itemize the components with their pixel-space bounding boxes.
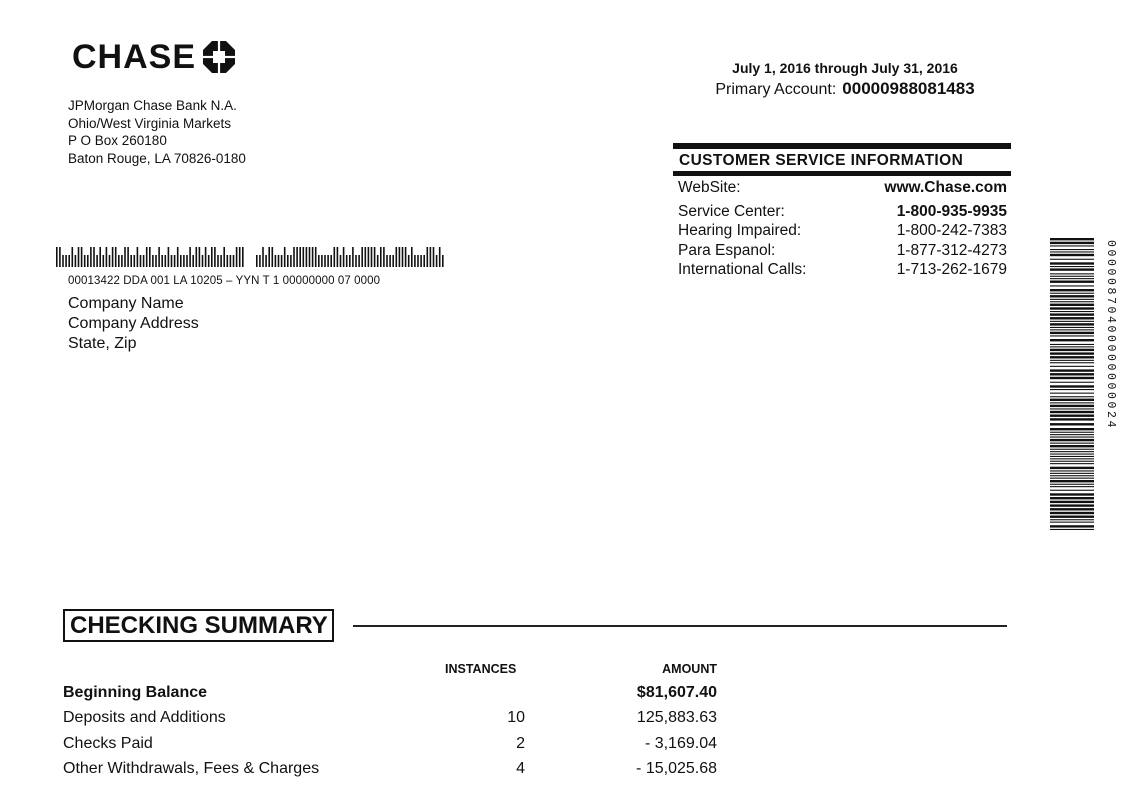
recipient-line: Company Address [68,315,199,332]
cs-label: Hearing Impaired: [678,222,802,240]
customer-service-title: CUSTOMER SERVICE INFORMATION [679,152,964,169]
barcode-bar [1050,385,1094,387]
barcode-bar [196,247,198,267]
barcode-bar [430,247,432,267]
barcode-bar [130,255,132,267]
barcode-bar [68,255,70,267]
barcode-bar [1050,389,1094,390]
barcode-bar [84,255,86,267]
column-header-amount: AMOUNT [662,662,717,676]
cs-phone: 1-877-312-4273 [896,241,1007,259]
barcode-bar [278,255,280,267]
bank-address-line: P O Box 260180 [68,133,167,148]
barcode-bar [1050,497,1094,499]
chase-logo [72,40,236,74]
barcode-bar [265,255,267,267]
barcode-bar [1050,335,1094,336]
mailing-code: 00013422 DDA 001 LA 10205 – YYN T 1 00000000 07 0000 [68,275,381,287]
barcode-bar [1050,304,1094,306]
barcode-bar [365,247,367,267]
barcode-bar [433,247,435,267]
barcode-bar [287,255,289,267]
barcode-bar [1050,278,1094,279]
barcode-bar [439,247,441,267]
barcode-bar [299,247,301,267]
barcode-bar [1050,428,1094,430]
barcode-bar [1050,434,1094,435]
barcode-bar [1050,402,1094,403]
barcode-bar [78,247,80,267]
barcode-bar [1050,443,1094,444]
barcode-bar [290,255,292,267]
barcode-bar [1050,461,1094,462]
barcode-bar [118,255,120,267]
barcode-bar [361,247,363,267]
barcode-bar [1050,512,1094,514]
barcode-bar [146,247,148,267]
cs-phone: 1-713-262-1679 [896,261,1007,279]
barcode-bar [112,247,114,267]
barcode-bar [427,247,429,267]
barcode-bar [199,247,201,267]
barcode-bar [402,247,404,267]
barcode-bar [275,255,277,267]
barcode-bar [358,255,360,267]
column-header-instances: INSTANCES [445,662,517,676]
barcode-bar [399,247,401,267]
barcode-bar [386,255,388,267]
barcode-bar [327,255,329,267]
barcode-bar [405,247,407,267]
barcode-bar [149,247,151,267]
barcode-bar [143,255,145,267]
barcode-bar [315,247,317,267]
barcode-bar [96,255,98,267]
barcode-bar [1050,393,1094,394]
barcode-bar [137,247,139,267]
barcode-bar [223,247,225,267]
barcode-bar [205,247,207,267]
barcode-bar [284,247,286,267]
barcode-bar [127,247,129,267]
chase-octagon-icon [202,40,236,74]
barcode-bar [134,255,136,267]
barcode-bar [1050,525,1094,527]
barcode-bar [1050,349,1094,351]
summary-label: Beginning Balance [63,684,208,701]
barcode-bar [1050,415,1094,417]
barcode-bar [109,255,111,267]
barcode-bar [158,247,160,267]
barcode-bar [1050,262,1094,264]
customer-service-box [673,143,1011,280]
barcode-bar [396,247,398,267]
recipient-line: Company Name [68,295,184,312]
barcode-bar [414,255,416,267]
barcode-bar [1050,339,1094,341]
barcode-bar [1050,516,1094,518]
barcode-bar [1050,281,1094,283]
barcode-bar [1050,346,1094,347]
barcode-bar [1050,451,1094,452]
barcode-bar [1050,293,1094,294]
checking-summary-title: CHECKING SUMMARY [63,609,334,642]
barcode-bar [230,255,232,267]
barcode-bar [1050,377,1094,379]
barcode-bar [334,247,336,267]
barcode-bar [1050,299,1094,300]
barcode-bar [93,247,95,267]
barcode-bar [1050,245,1094,246]
barcode-bar [1050,439,1094,441]
cs-label: Para Espanol: [678,241,776,259]
barcode-bar [1050,418,1094,420]
barcode-bar [208,255,210,267]
cs-row-service-center [673,202,1011,222]
barcode-bar [1050,259,1094,260]
barcode-bar [1050,276,1094,277]
barcode-bar [268,247,270,267]
barcode-bar [121,255,123,267]
barcode-bar [1050,242,1094,244]
barcode-bar [296,247,298,267]
barcode-bar [99,247,101,267]
cs-label: International Calls: [678,261,807,279]
barcode-bar [1050,266,1094,267]
barcode-bar [1050,463,1094,464]
bank-address-line: JPMorgan Chase Bank N.A. [68,98,237,113]
cs-label: Service Center: [678,202,785,220]
barcode-bar [155,255,157,267]
barcode-bar [1050,396,1094,397]
barcode-bar [1050,437,1094,438]
barcode-bar [1050,449,1094,450]
barcode-bar [1050,475,1094,476]
cs-row-para-espanol [673,241,1011,261]
barcode-bar [272,247,274,267]
cs-row-hearing-impaired [673,221,1011,241]
website-link[interactable]: www.Chase.com [884,179,1007,196]
summary-row [63,684,717,710]
barcode-bar [1050,432,1094,433]
barcode-bar [256,255,258,267]
barcode-bar [171,255,173,267]
barcode-bar [1050,473,1094,474]
statement-period [690,59,1000,101]
period-range: July 1, 2016 through July 31, 2016 [732,60,958,76]
barcode-bar [1050,382,1094,383]
barcode-bar [180,255,182,267]
summary-row [63,735,717,761]
barcode-bar [124,247,126,267]
summary-amount: 125,883.63 [636,709,717,726]
barcode-bar [377,255,379,267]
barcode-bar [1050,238,1094,240]
barcode-bar [349,255,351,267]
barcode-bar [1050,285,1094,286]
barcode-bar [423,255,425,267]
barcode-bar [262,247,264,267]
barcode-bar [303,247,305,267]
barcode-bar [1050,323,1094,325]
barcode-bar [368,247,370,267]
barcode-bar [340,255,342,267]
barcode-bar [1050,344,1094,345]
barcode-bar [220,255,222,267]
barcode-bar [1050,332,1094,334]
barcode-bar [214,247,216,267]
side-barcode-text: 00000870400000000024 [1104,240,1117,431]
barcode-bar [87,255,89,267]
barcode-bar [1050,301,1094,302]
barcode-bar [103,255,105,267]
barcode-bar [1050,251,1094,252]
barcode-bar [420,255,422,267]
cs-label: WebSite: [678,179,741,196]
barcode-bar [1050,467,1094,469]
barcode-bar [1050,486,1094,487]
barcode-bar [436,255,438,267]
barcode-bar [1050,313,1094,315]
bank-address-line: Baton Rouge, LA 70826-0180 [68,150,246,166]
barcode-bar [62,255,64,267]
primary-account-number: 00000988081483 [842,79,975,98]
barcode-bar [165,255,167,267]
barcode-bar [72,247,74,267]
summary-row [63,709,717,735]
barcode-bar [1050,356,1094,358]
barcode-bar [1050,329,1094,330]
barcode-bar [1050,307,1094,309]
summary-instances: 10 [507,709,525,726]
barcode-bar [65,255,67,267]
barcode-bar [259,255,261,267]
summary-label: Other Withdrawals, Fees & Charges [63,760,320,777]
summary-instances: 2 [516,735,525,752]
logo-wordmark: CHASE [72,38,197,76]
barcode-bar [312,247,314,267]
barcode-bar [1050,423,1094,425]
barcode-bar [1050,504,1094,506]
barcode-bar [330,255,332,267]
barcode-bar [186,255,188,267]
barcode-bar [202,255,204,267]
barcode-bar [1050,405,1094,407]
barcode-bar [239,247,241,267]
summary-amount: - 3,169.04 [644,735,717,752]
barcode-bar [1050,369,1094,371]
barcode-bar [346,255,348,267]
barcode-bar [152,255,154,267]
barcode-bar [408,255,410,267]
barcode-bar [352,247,354,267]
barcode-bar [1050,399,1094,401]
barcode-bar [1050,411,1094,413]
barcode-bar [1050,470,1094,471]
barcode-bar [392,255,394,267]
barcode-bar [1050,366,1094,367]
barcode-bar [417,255,419,267]
barcode-bar [1050,480,1094,482]
barcode-bar [1050,352,1094,354]
recipient-line: State, Zip [68,335,137,352]
barcode-bar [1050,478,1094,479]
barcode-bar [75,255,77,267]
barcode-bar [140,255,142,267]
barcode-bar [168,247,170,267]
barcode-bar [309,247,311,267]
barcode-bar [1050,360,1094,361]
cs-phone: 1-800-935-9935 [896,202,1007,220]
barcode-bar [324,255,326,267]
summary-label: Checks Paid [63,735,153,752]
barcode-bar [380,247,382,267]
barcode-bar [161,255,163,267]
cs-row-international [673,260,1011,280]
barcode-bar [90,247,92,267]
barcode-bar [211,247,213,267]
barcode-bar [411,247,413,267]
barcode-bar [1050,408,1094,409]
barcode-bar [189,247,191,267]
barcode-bar [1050,522,1094,523]
barcode-bar [1050,317,1094,319]
barcode-bar [227,255,229,267]
barcode-bar [233,255,235,267]
barcode-bar [1050,445,1094,447]
barcode-bar [1050,454,1094,455]
barcode-bar [236,247,238,267]
primary-account-label: Primary Account: [715,81,837,98]
summary-row [63,760,717,786]
barcode-bar [355,255,357,267]
barcode-bar [1050,493,1094,495]
barcode-bar [1050,249,1094,250]
barcode-bar [1050,456,1094,457]
barcode-bar [177,247,179,267]
primary-account [690,78,1000,101]
barcode-bar [1050,458,1094,459]
barcode-bar [1050,321,1094,322]
barcode-bar [1050,362,1094,363]
barcode-bar [1050,254,1094,256]
barcode-bar [1050,508,1094,510]
barcode-bar [383,247,385,267]
barcode-bar [293,247,295,267]
barcode-bar [374,247,376,267]
barcode-bar [106,247,108,267]
barcode-bar [318,255,320,267]
summary-instances: 4 [516,760,525,777]
barcode-bar [337,247,339,267]
barcode-bar [59,247,61,267]
postal-barcode [56,247,446,267]
cs-row-website [673,178,1011,198]
barcode-bar [442,255,444,267]
barcode-bar [1050,501,1094,503]
barcode-bar [1050,529,1094,530]
barcode-bar [56,247,58,267]
barcode-bar [192,255,194,267]
barcode-bar [81,247,83,267]
barcode-bar [389,255,391,267]
divider [353,625,1007,627]
barcode-bar [306,247,308,267]
barcode-bar [1050,311,1094,312]
bank-address [68,97,246,167]
divider [673,171,1011,176]
barcode-bar [183,255,185,267]
barcode-bar [242,247,244,267]
barcode-bar [1050,273,1094,274]
summary-amount: - 15,025.68 [636,760,717,777]
barcode-bar [281,255,283,267]
cs-phone: 1-800-242-7383 [896,222,1007,240]
barcode-bar [343,247,345,267]
summary-amount: $81,607.40 [636,684,717,701]
barcode-bar [1050,484,1094,485]
barcode-bar [1050,519,1094,520]
side-barcode [1050,238,1117,532]
barcode-bar [321,255,323,267]
bank-address-line: Ohio/West Virginia Markets [68,115,232,131]
barcode-bar [1050,490,1094,491]
recipient-address [68,294,199,354]
barcode-bar [115,247,117,267]
barcode-bar [174,255,176,267]
barcode-bar [217,255,219,267]
barcode-bar [1050,289,1094,291]
barcode-bar [371,247,373,267]
barcode-bar [1050,327,1094,328]
summary-label: Deposits and Additions [63,709,226,726]
checking-summary-heading [63,609,1007,643]
barcode-bar [1050,373,1094,375]
barcode-bar [1050,268,1094,270]
barcode-bar [1050,295,1094,297]
